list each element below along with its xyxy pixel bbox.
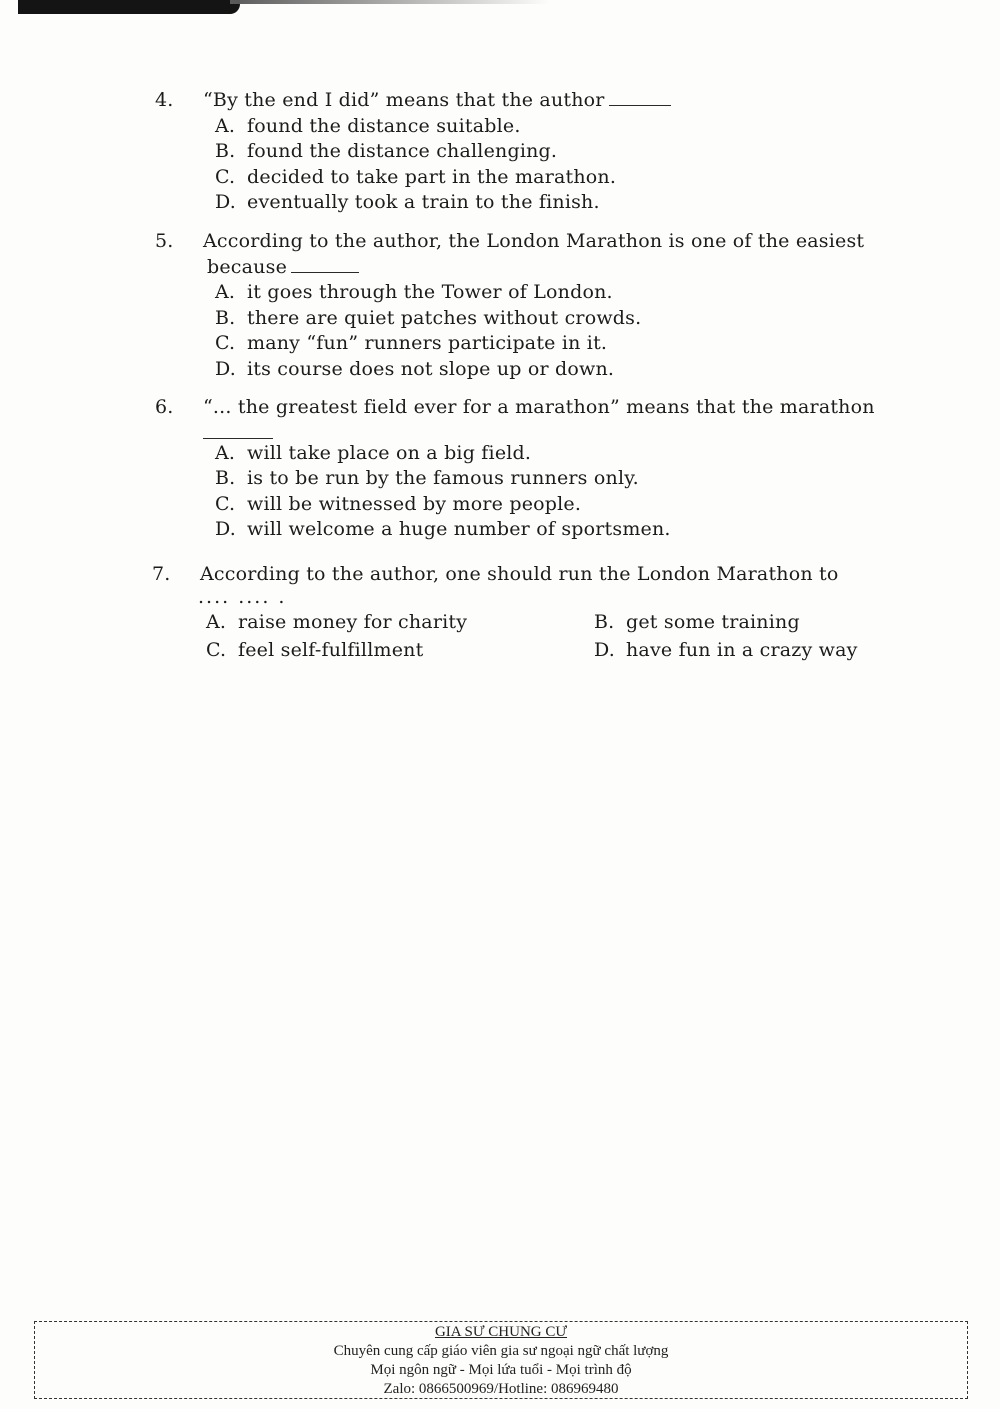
footer-advert-box xyxy=(34,1321,968,1399)
option-text: decided to take part in the marathon. xyxy=(247,165,617,188)
option-letter: A. xyxy=(215,114,236,137)
option-d xyxy=(155,517,975,543)
footer-line-2: Mọi ngôn ngữ - Mọi lứa tuổi - Mọi trình độ xyxy=(370,1362,632,1378)
question-text-continued: because xyxy=(207,255,288,278)
answer-blank xyxy=(203,426,273,439)
question-text: According to the author, the London Marathon is one of the easiest xyxy=(203,230,865,252)
option-text: eventually took a train to the finish. xyxy=(247,191,600,213)
scan-edge-mark xyxy=(18,0,240,14)
option-text: will welcome a huge number of sportsmen. xyxy=(247,518,671,540)
option-text: will take place on a big field. xyxy=(247,441,532,464)
option-letter: C. xyxy=(215,165,236,188)
question-4-stem xyxy=(155,88,975,114)
option-c xyxy=(155,165,975,191)
option-d xyxy=(155,357,975,383)
option-a xyxy=(206,610,594,636)
option-letter: C. xyxy=(206,639,227,661)
question-5-stem-continued xyxy=(155,255,975,281)
option-c xyxy=(155,492,975,518)
option-b xyxy=(155,466,975,492)
option-b xyxy=(594,610,954,636)
options-grid xyxy=(152,610,972,664)
option-text: raise money for charity xyxy=(238,610,468,633)
answer-blank: .... .... . xyxy=(198,585,287,608)
option-text: its course does not slope up or down. xyxy=(247,357,615,380)
footer-contact: Zalo: 0866500969/Hotline: 086969480 xyxy=(383,1381,619,1397)
option-text: have fun in a crazy way xyxy=(626,639,858,661)
answer-blank xyxy=(291,258,359,273)
option-text: found the distance challenging. xyxy=(247,140,558,162)
option-text: is to be run by the famous runners only. xyxy=(247,467,639,489)
option-letter: A. xyxy=(215,281,236,303)
option-a xyxy=(155,441,975,467)
question-6 xyxy=(155,395,975,543)
option-text: found the distance suitable. xyxy=(247,114,521,137)
question-number: 7. xyxy=(152,563,171,585)
question-text: “By the end I did” means that the author xyxy=(203,89,605,111)
option-letter: A. xyxy=(206,610,227,633)
option-text: there are quiet patches without crowds. xyxy=(247,306,642,329)
question-5-stem xyxy=(155,229,975,255)
option-letter: B. xyxy=(594,610,615,633)
option-a xyxy=(155,114,975,140)
option-letter: D. xyxy=(594,639,615,661)
option-text: many “fun” runners participate in it. xyxy=(247,332,608,354)
option-b xyxy=(155,139,975,165)
option-letter: B. xyxy=(215,467,236,489)
option-text: will be witnessed by more people. xyxy=(247,492,582,515)
question-7 xyxy=(152,562,972,664)
footer-line-1: Chuyên cung cấp giáo viên gia sư ngoại ngữ chất lượng xyxy=(333,1343,669,1359)
question-text: According to the author, one should run the London Marathon to xyxy=(200,563,839,585)
scan-edge-shadow xyxy=(230,0,550,4)
question-6-blank-line xyxy=(155,421,975,441)
question-number: 5. xyxy=(155,230,174,252)
option-text: feel self-fulfillment xyxy=(238,639,424,661)
question-6-stem xyxy=(155,395,975,421)
option-letter: D. xyxy=(215,191,236,213)
option-letter: B. xyxy=(215,140,236,162)
option-c xyxy=(206,638,594,664)
option-text: get some training xyxy=(626,610,800,633)
option-c xyxy=(155,331,975,357)
question-7-stem xyxy=(152,562,972,588)
option-b xyxy=(155,306,975,332)
option-d xyxy=(155,190,975,216)
question-5 xyxy=(155,229,975,382)
question-4 xyxy=(155,88,975,216)
option-text: it goes through the Tower of London. xyxy=(247,281,613,303)
question-number: 6. xyxy=(155,396,174,418)
option-letter: C. xyxy=(215,492,236,515)
option-a xyxy=(155,280,975,306)
option-letter: D. xyxy=(215,518,236,540)
footer-title: GIA SƯ CHUNG CƯ xyxy=(434,1324,568,1340)
option-letter: D. xyxy=(215,357,236,380)
question-number: 4. xyxy=(155,89,174,111)
option-letter: A. xyxy=(215,441,236,464)
answer-blank xyxy=(609,91,671,106)
option-letter: C. xyxy=(215,332,236,354)
option-d xyxy=(594,638,954,664)
question-text: “... the greatest field ever for a marathon” means that the marathon xyxy=(203,396,875,418)
option-letter: B. xyxy=(215,306,236,329)
